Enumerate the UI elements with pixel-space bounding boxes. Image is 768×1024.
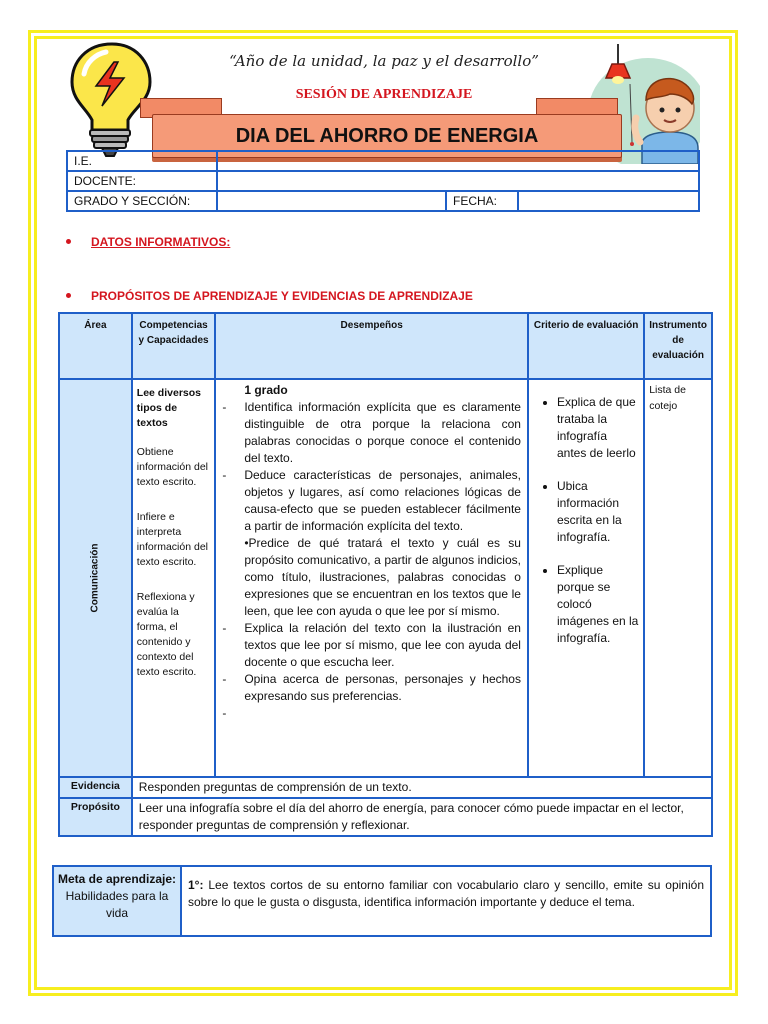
header-instrumento: Instrumento de evaluación	[644, 313, 712, 379]
area-label: Comunicación	[89, 543, 101, 613]
meta-text-cell	[181, 866, 711, 936]
criterio-item: • Ubica información escrita en la infografía.	[557, 478, 639, 546]
proposito-text: Leer una infografía sobre el día del ahorro de energía, para conocer cómo puede impactar en el lector, responder preguntas de comprensión y reflexionar.	[132, 798, 712, 836]
competencia-item: Lee diversos tipos de textos	[136, 387, 201, 429]
criterio-item: • Explica de que trataba la infografía antes de leerlo	[557, 394, 639, 462]
header-area: Área	[59, 313, 132, 379]
meta-text: Lee textos cortos de su entorno familiar con vocabulario claro y sencillo, emite su opinión sobre lo que le gusta o disgusta, identifica información importante y deduce el tema.	[188, 878, 704, 909]
ie-value-field[interactable]	[217, 151, 699, 171]
proposito-label: Propósito	[59, 798, 132, 836]
header-desempenos: Desempeños	[215, 313, 528, 379]
grado-label: GRADO Y SECCIÓN:	[67, 191, 217, 211]
header-competencias: Competencias y Capacidades	[132, 313, 216, 379]
fecha-label: FECHA:	[446, 191, 518, 211]
info-table	[66, 150, 700, 212]
section-propositos	[66, 288, 473, 303]
year-motto: “Año de la unidad, la paz y el desarrollo”	[229, 52, 539, 70]
desempeno-item: - Deduce características de personajes, animales, objetos y lugares, así como relaciones lógicas de causa-efecto que se pueden establecer fácilmente a partir de información explícita del texto.	[222, 468, 521, 533]
competencia-item: Reflexiona y evalúa la forma, el contenido y contexto del texto escrito.	[136, 591, 197, 678]
page-title: DIA DEL AHORRO DE ENERGIA	[235, 124, 539, 147]
header-criterio: Criterio de evaluación	[528, 313, 644, 379]
meta-table	[52, 865, 712, 937]
section-title: PROPÓSITOS DE APRENDIZAJE Y EVIDENCIAS DE APRENDIZAJE	[91, 288, 473, 303]
grado-value-field[interactable]	[217, 191, 446, 211]
grade-label: 1 grado	[244, 383, 288, 397]
docente-label: DOCENTE:	[67, 171, 217, 191]
desempeno-item: - Opina acerca de personas, personajes y hechos expresando sus preferencias.	[222, 672, 521, 703]
session-label: SESIÓN DE APRENDIZAJE	[295, 87, 473, 102]
meta-label-cell	[53, 866, 181, 936]
meta-sublabel: Habilidades para la vida	[65, 889, 169, 920]
desempeno-item: •Predice de qué tratará el texto y cuál es su propósito comunicativo, a partir de algunos indicios, como título, ilustraciones, palabras conocidas o expresiones que se encuentran en los textos que le leen, que lee con ayuda o que lee por sí mismo.	[244, 536, 521, 618]
competencias-cell	[132, 379, 216, 777]
meta-label: Meta de aprendizaje:	[57, 872, 177, 886]
evidencia-label: Evidencia	[59, 777, 132, 798]
evidencia-text: Responden preguntas de comprensión de un texto.	[132, 777, 712, 798]
instrumento-cell: Lista de cotejo	[644, 379, 712, 777]
section-title: DATOS INFORMATIVOS:	[91, 234, 231, 249]
bullet-icon	[66, 239, 71, 244]
docente-value-field[interactable]	[217, 171, 699, 191]
desempeno-item: - Identifica información explícita que es claramente distinguible de otra porque la relaciona con palabras conocidas o porque conoce el contenido del texto.	[222, 400, 521, 465]
area-cell	[59, 379, 132, 777]
criterio-item: • Explique porque se colocó imágenes en la infografía.	[557, 562, 639, 647]
bullet-icon	[66, 293, 71, 298]
ie-label: I.E.	[67, 151, 217, 171]
section-datos-informativos	[66, 234, 230, 249]
competencia-item: Infiere e interpreta información del texto escrito.	[136, 511, 208, 568]
meta-prefix: 1°:	[188, 878, 204, 892]
fecha-value-field[interactable]	[518, 191, 699, 211]
criterio-cell	[528, 379, 644, 777]
desempeno-item: - Explica la relación del texto con la ilustración en textos que lee por sí mismo, que lee con ayuda del docente o que escucha leer.	[222, 621, 521, 669]
competencia-item: Obtiene información del texto escrito.	[136, 446, 208, 488]
desempenos-cell: 1 grado - Identifica información explícita que es claramente distinguible de otra porque la relaciona con palabras conocidas o porque conoce el contenido del texto. - Deduce características de personajes, animales, objetos y lugares, así como relaciones lógicas de causa-efecto que se pueden establecer fácilmente a partir de información explícita del texto. •Predice de qué tratará el texto y cuál es su propósito comunicativo, a partir de algunos indicios, como título, ilustraciones, palabras conocidas o expresiones que se encuentran en los textos que le leen, que lee con ayuda o que lee por sí mismo. - Explica la relación del texto con la ilustración en textos que lee por sí mismo, que lee con ayuda del docente o que escucha leer. - Opina acerca de personas, personajes y hechos expresando sus preferencias. -	[215, 379, 528, 777]
learning-table	[58, 312, 713, 837]
